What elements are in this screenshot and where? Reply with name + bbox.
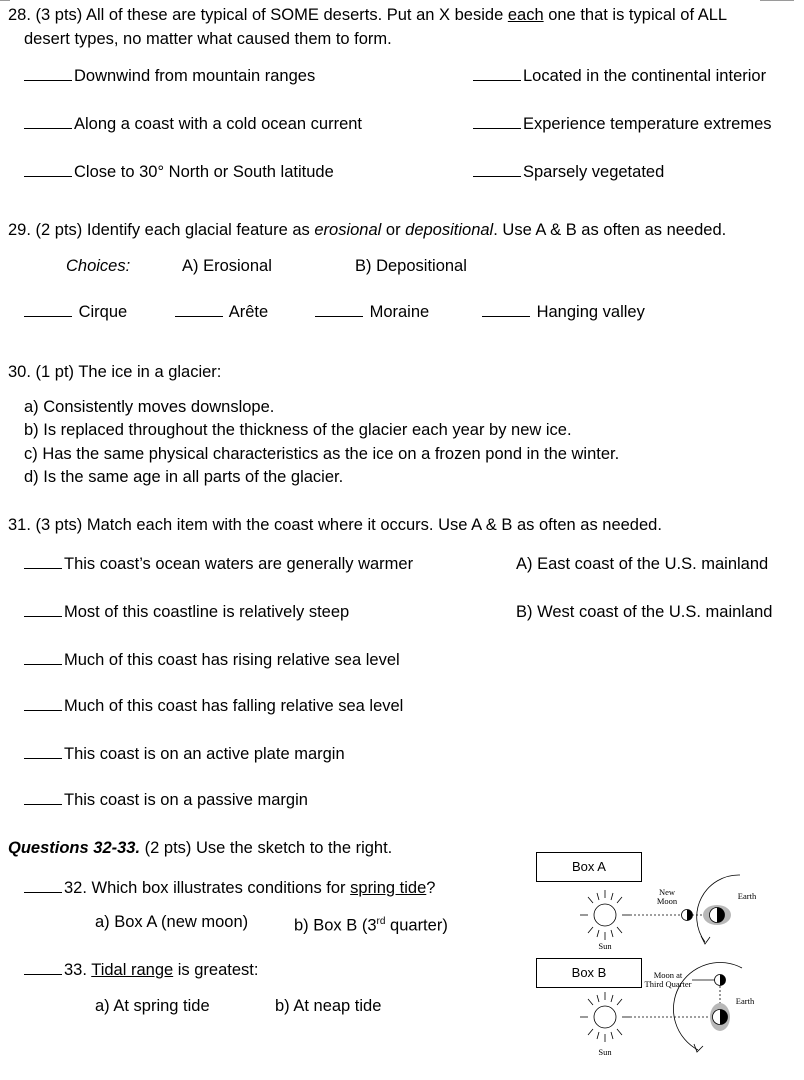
q28-item-1: Downwind from mountain ranges [24, 66, 315, 86]
q30-option-c: c) Has the same physical characteristics as the ice on a frozen pond in the winter. [24, 445, 620, 463]
sun-icon [580, 890, 630, 940]
q31-item-6: This coast is on a passive margin [24, 790, 308, 810]
answer-blank[interactable] [473, 66, 521, 81]
q29-choices-label: Choices: [66, 257, 131, 275]
q30-stem: 30. (1 pt) The ice in a glacier: [8, 363, 222, 381]
q28-stem-line2: desert types, no matter what caused them to form. [24, 30, 392, 48]
q31-item-5: This coast is on an active plate margin [24, 744, 345, 764]
answer-blank[interactable] [24, 744, 62, 759]
answer-blank[interactable] [24, 696, 62, 711]
q33-stem: 33. Tidal range is greatest: [24, 960, 258, 980]
q28-item-2: Located in the continental interior [473, 66, 766, 86]
q31-stem: 31. (3 pts) Match each item with the coast where it occurs. Use A & B as often as needed. [8, 516, 662, 534]
q29-item-moraine: Moraine [315, 302, 429, 322]
page-top-rule-right [760, 0, 794, 1]
q29-item-arete: Arête [175, 302, 268, 322]
answer-blank[interactable] [315, 302, 363, 317]
q29-stem: 29. (2 pts) Identify each glacial feature as erosional or depositional. Use A & B as often as needed. [8, 221, 727, 239]
box-a-label: Box A [536, 852, 642, 882]
q28-item-5: Close to 30° North or South latitude [24, 162, 334, 182]
q31-item-2: Most of this coastline is relatively steep [24, 602, 349, 622]
q28-item-6: Sparsely vegetated [473, 162, 664, 182]
q33-option-a: a) At spring tide [95, 997, 210, 1015]
earth-label-a: Earth [737, 891, 757, 901]
q31-item-1: This coast’s ocean waters are generally warmer [24, 554, 413, 574]
answer-blank[interactable] [24, 114, 72, 129]
third-quarter-label: Moon at Third Quarter [644, 970, 692, 989]
answer-blank[interactable] [473, 114, 521, 129]
answer-blank[interactable] [482, 302, 530, 317]
q29-item-hanging-valley: Hanging valley [482, 302, 645, 322]
q29-choice-b: B) Depositional [355, 257, 467, 275]
q28-item-4: Experience temperature extremes [473, 114, 772, 134]
earth-icon [703, 905, 731, 925]
answer-blank[interactable] [24, 602, 62, 617]
q30-option-b: b) Is replaced throughout the thickness of the glacier each year by new ice. [24, 421, 572, 439]
sun-label-a: Sun [598, 941, 612, 951]
third-quarter-moon-icon [715, 975, 726, 986]
answer-blank[interactable] [24, 878, 62, 893]
q31-item-4: Much of this coast has falling relative sea level [24, 696, 403, 716]
q29-choice-a: A) Erosional [182, 257, 272, 275]
earth-icon [710, 1003, 730, 1031]
earth-label-b: Earth [735, 996, 755, 1006]
answer-blank[interactable] [473, 162, 521, 177]
q32-option-b: b) Box B (3rd quarter) [294, 916, 448, 935]
q28-stem: 28. (3 pts) All of these are typical of SOME deserts. Put an X beside each one that is typical of ALL [8, 6, 728, 24]
q31-choice-b: B) West coast of the U.S. mainland [516, 603, 773, 621]
new-moon-icon [682, 910, 693, 921]
page-top-rule-left [0, 0, 10, 1]
tide-diagram [530, 850, 800, 1065]
answer-blank[interactable] [24, 960, 62, 975]
q31-item-3: Much of this coast has rising relative sea level [24, 650, 400, 670]
q28-item-3: Along a coast with a cold ocean current [24, 114, 362, 134]
sun-label-b: Sun [598, 1047, 612, 1057]
tide-sketch [530, 850, 800, 1065]
q33-option-b: b) At neap tide [275, 997, 382, 1015]
answer-blank[interactable] [24, 790, 62, 805]
new-moon-label: New Moon [656, 887, 678, 906]
answer-blank[interactable] [24, 554, 62, 569]
answer-blank[interactable] [175, 302, 223, 317]
q32-option-a: a) Box A (new moon) [95, 913, 249, 931]
answer-blank[interactable] [24, 650, 62, 665]
sun-icon [580, 992, 630, 1042]
q32-stem: 32. Which box illustrates conditions for spring tide? [24, 878, 435, 898]
answer-blank[interactable] [24, 66, 72, 81]
q31-choice-a: A) East coast of the U.S. mainland [516, 555, 769, 573]
q3233-heading: Questions 32-33. (2 pts) Use the sketch to the right. [8, 839, 393, 857]
box-b-label: Box B [536, 958, 642, 988]
answer-blank[interactable] [24, 162, 72, 177]
q30-option-a: a) Consistently moves downslope. [24, 398, 275, 416]
q30-option-d: d) Is the same age in all parts of the glacier. [24, 468, 344, 486]
answer-blank[interactable] [24, 302, 72, 317]
q29-item-cirque: Cirque [24, 302, 127, 322]
